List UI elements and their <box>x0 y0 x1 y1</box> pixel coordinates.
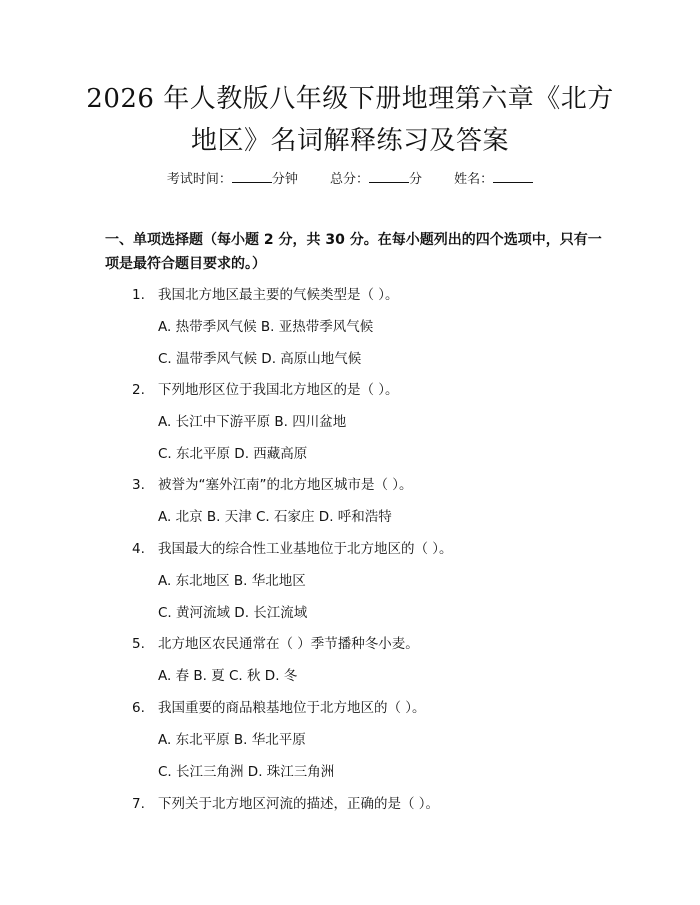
question-text: 被誉为“塞外江南”的北方地区城市是（ ）。 <box>158 477 413 493</box>
question-2-options-a-b: A. 长江中下游平原 B. 四川盆地 <box>158 414 347 430</box>
page-title <box>60 78 640 162</box>
question-2-options-c-d: C. 东北平原 D. 西藏高原 <box>158 446 308 462</box>
total-score-unit: 分 <box>409 172 423 187</box>
question-6-options-c-d: C. 长江三角洲 D. 珠江三角洲 <box>158 764 335 780</box>
question-number: 3. <box>132 477 145 493</box>
question-text: 我国北方地区最主要的气候类型是（ ）。 <box>158 287 399 303</box>
question-text: 北方地区农民通常在（ ）季节播种冬小麦。 <box>158 636 419 652</box>
question-text: 下列关于北方地区河流的描述，正确的是（ ）。 <box>158 796 440 812</box>
question-number: 4. <box>132 541 145 557</box>
question-number: 1. <box>132 287 145 303</box>
question-7 <box>132 792 439 812</box>
student-name <box>454 168 533 187</box>
question-1-options-c-d: C. 温带季风气候 D. 高原山地气候 <box>158 351 362 367</box>
exam-time-label: 考试时间： <box>166 172 232 187</box>
question-6 <box>132 696 426 716</box>
question-4-options-c-d: C. 黄河流域 D. 长江流域 <box>158 605 308 621</box>
exam-time-unit: 分钟 <box>271 172 298 187</box>
question-2 <box>132 378 399 398</box>
question-5 <box>132 632 419 652</box>
exam-time-blank <box>232 170 272 183</box>
question-text: 我国重要的商品粮基地位于北方地区的（ ）。 <box>158 700 426 716</box>
question-4-options-a-b: A. 东北地区 B. 华北地区 <box>158 573 306 589</box>
total-score-blank <box>369 170 409 183</box>
question-6-options-a-b: A. 东北平原 B. 华北平原 <box>158 732 306 748</box>
student-name-blank <box>493 170 533 183</box>
question-3-options: A. 北京 B. 天津 C. 石家庄 D. 呼和浩特 <box>158 509 392 525</box>
question-number: 5. <box>132 636 145 652</box>
exam-meta <box>0 168 700 187</box>
question-number: 2. <box>132 382 145 398</box>
question-5-options: A. 春 B. 夏 C. 秋 D. 冬 <box>158 668 298 684</box>
question-1-options-a-b: A. 热带季风气候 B. 亚热带季风气候 <box>158 319 374 335</box>
student-name-label: 姓名： <box>454 172 494 187</box>
title-line-2: 地区》名词解释练习及答案 <box>190 126 509 156</box>
exam-time <box>167 168 298 187</box>
question-number: 6. <box>132 700 145 716</box>
total-score <box>330 168 422 187</box>
question-text: 我国最大的综合性工业基地位于北方地区的（ ）。 <box>158 541 453 557</box>
question-3 <box>132 473 413 493</box>
question-text: 下列地形区位于我国北方地区的是（ ）。 <box>158 382 399 398</box>
question-4 <box>132 537 453 557</box>
question-1 <box>132 283 399 303</box>
title-line-1: 2026 年人教版八年级下册地理第六章《北方 <box>86 84 614 114</box>
question-number: 7. <box>132 796 145 812</box>
section-heading: 一、单项选择题（每小题 2 分，共 30 分。在每小题列出的四个选项中，只有一项是最符合题目要求的。） <box>105 232 602 272</box>
total-score-label: 总分： <box>329 172 369 187</box>
